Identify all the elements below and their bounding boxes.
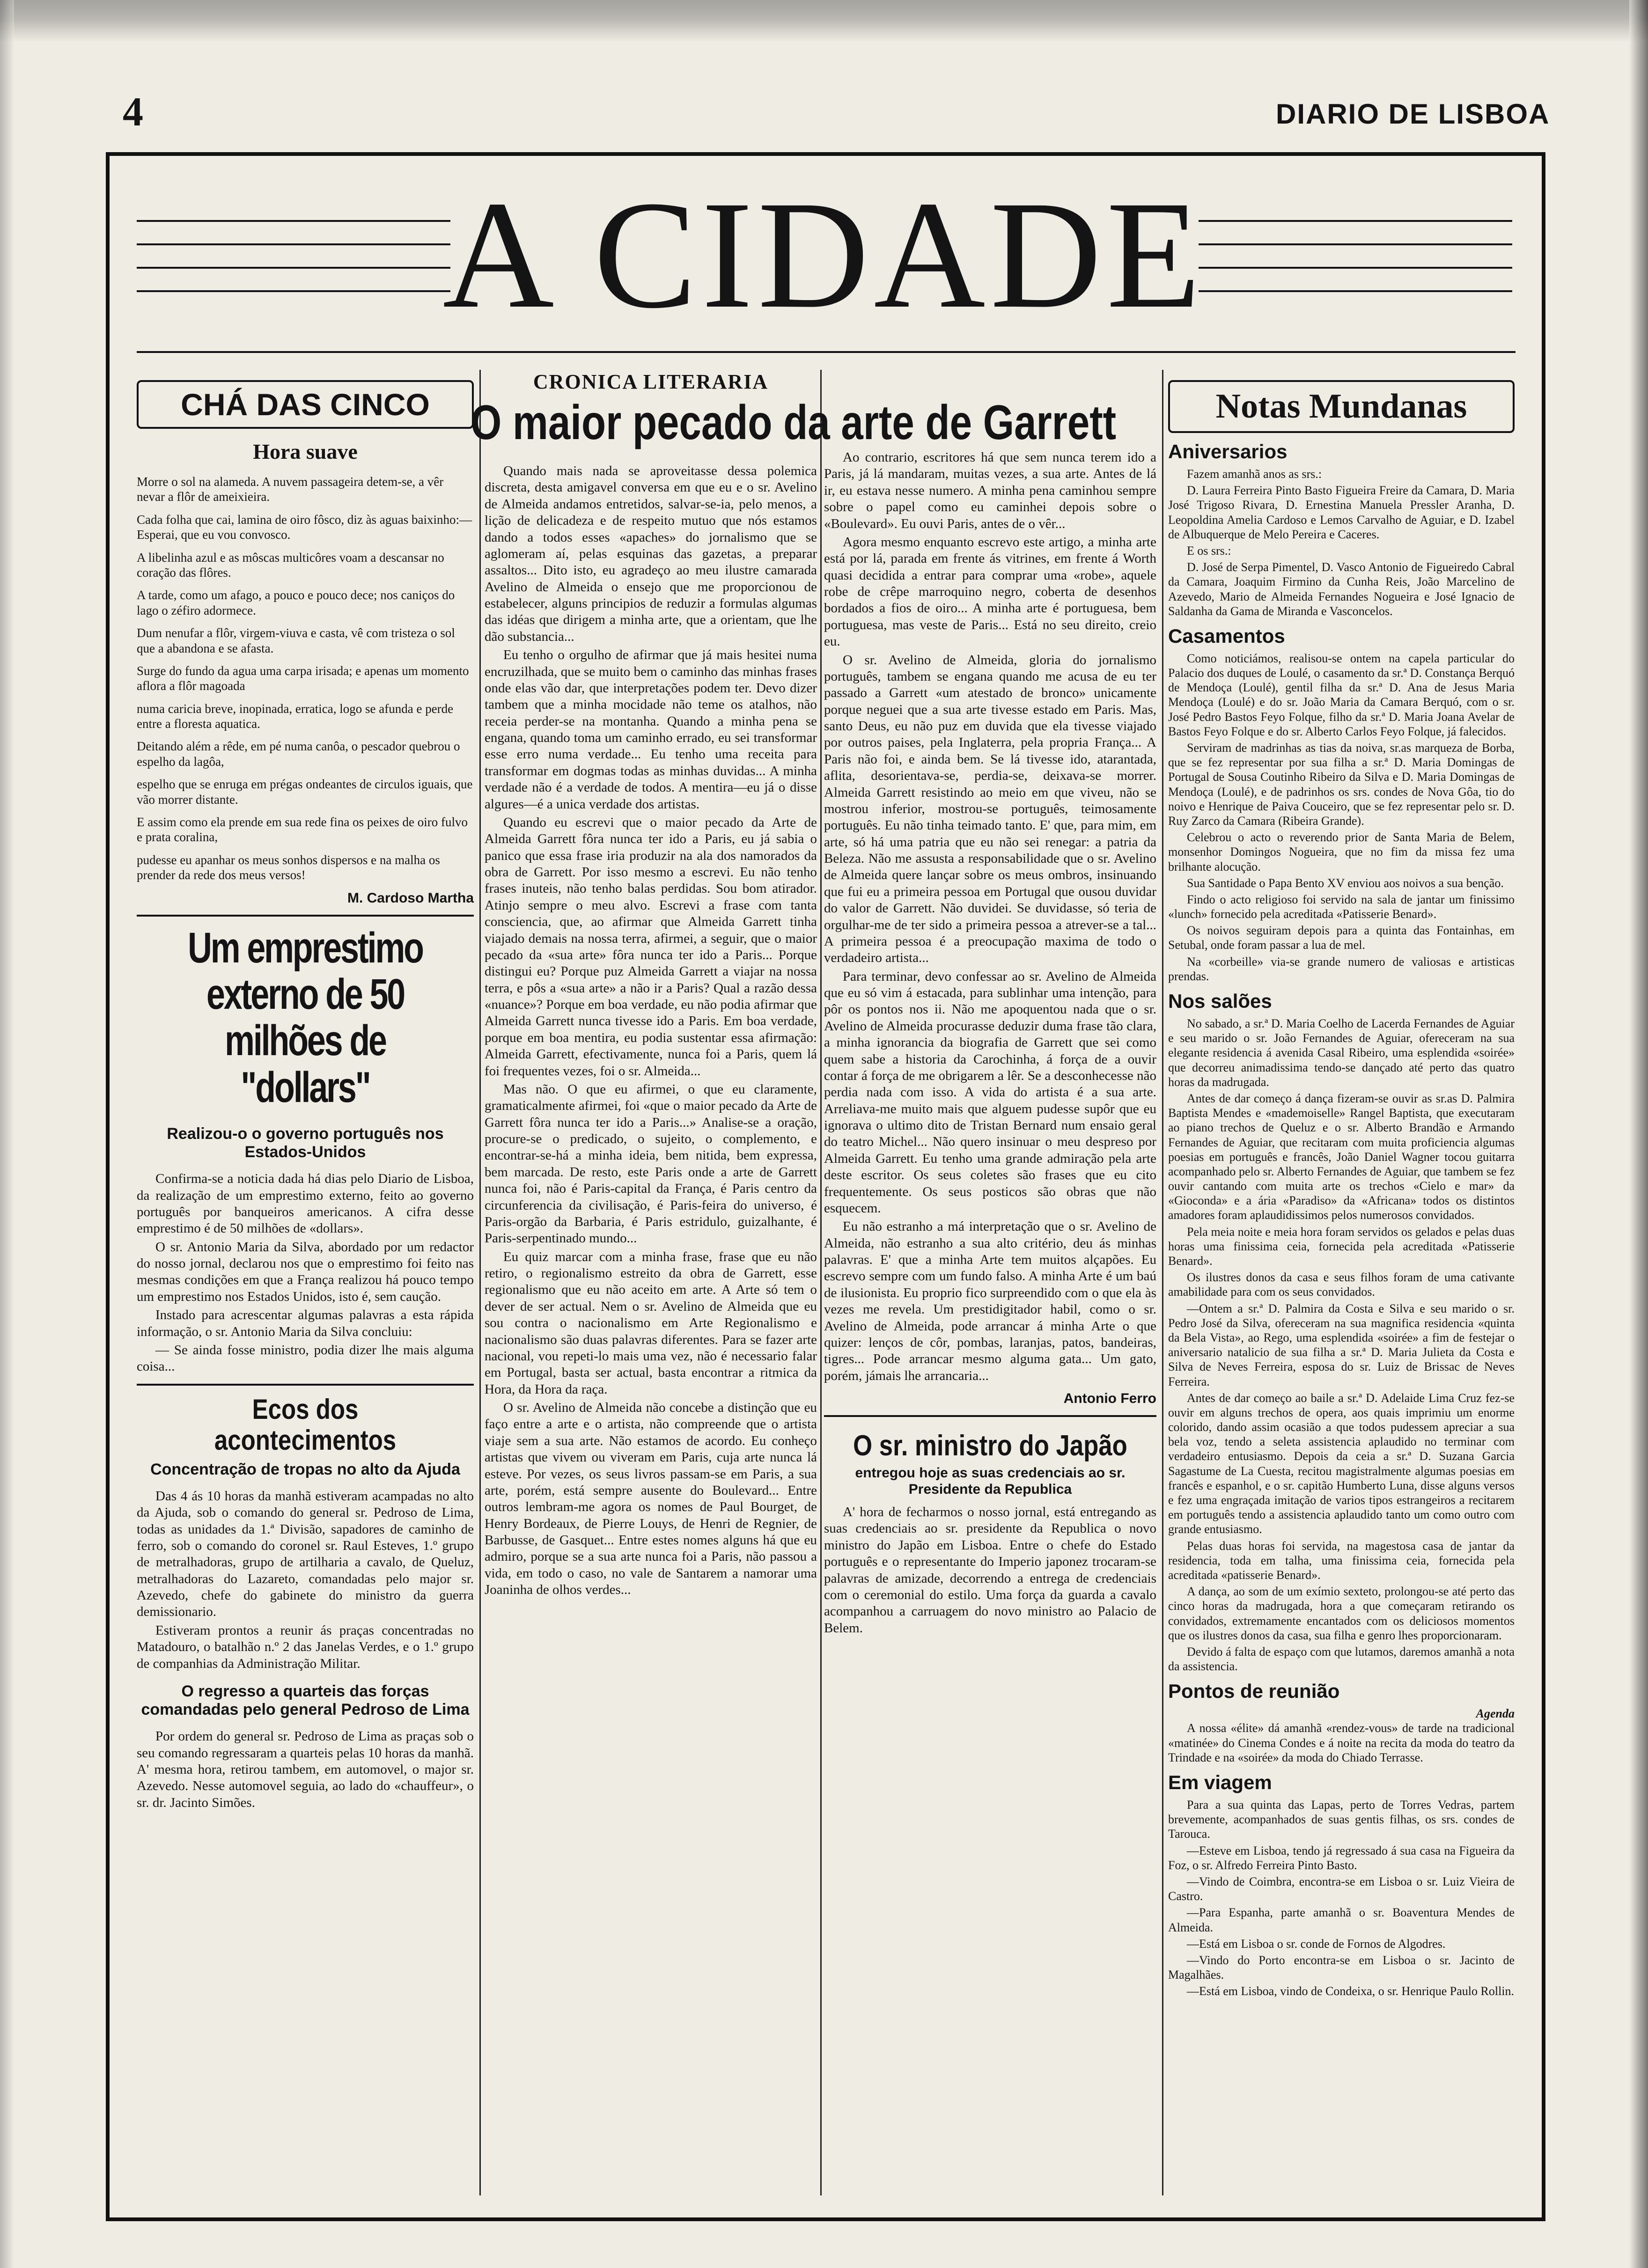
masthead: DIARIO DE LISBOA <box>1276 98 1550 130</box>
section-title-underline <box>137 351 1516 353</box>
loan-paragraph: — Se ainda fosse ministro, podia dizer lhe mais alguma coisa... <box>137 1342 474 1374</box>
article-paragraph: Eu tenho o orgulho de afirmar que já mais hesitei numa encruzilhada, que se muito bem o caminho das minhas frases onde elas vão dar, que interpretações podem ter. Devo dizer tambem que a minha mocidade não teme os atalhos, não receia perder-se na montanha. Quando a minha pena se engana, quando toma um caminho errado, eu sei transformar esse erro numa verdade... Eu tenho uma receita para transformar em dogmas todas as minhas duvidas... A minha verdade não é a verdade de todos. A mentira—eu já o disse algures—é a unica verdade dos artistas. <box>485 647 817 812</box>
poem-stanza: Cada folha que cai, lamina de oiro fôsco, diz às aguas baixinho:—Esperai, que eu vou convosco. <box>137 512 472 542</box>
garrett-headline: O maior pecado da arte de Garrett <box>471 396 1117 450</box>
column-1 <box>137 370 474 2181</box>
article-paragraph: Quando eu escrevi que o maior pecado da Arte de Almeida Garrett fôra nunca ter ido a Paris, eu já sabia o panico que essa frase iria produzir na ala dos namorados da obra de Garrett. Por isso mesmo a escrevi. Eu não tenho frases inuteis, não tenho balas perdidas. Sou bom atirador. Atinjo sempre o meu alvo. Escrevi a frase com tanta consciencia, que, ao afirmar que Almeida Garrett tinha viajado demais na nossa terra, afirmei, a seguir, que o maior pecado da «sua arte» fôra nunca ter ido a Paris... Porque distingui eu? Porque puz Almeida Garrett a viajar na nossa terra, e pôs a «sua arte» a não ir a Paris? Qual a razão dessa «nuance»? Porque em boa verdade, eu não podia afirmar que Almeida Garrett nunca tivesse ido a Paris. Em boa verdade, porque em boa mentira, eu podia sustentar essa afirmação: Almeida Garrett, efectivamente, nunca foi a Paris, quem lá foi frequentes vezes, foi o sr. Almeida... <box>485 815 817 1079</box>
ecos-paragraph: Estiveram prontos a reunir ás praças concentradas no Matadouro, o batalhão n.º 2 das Janelas Verdes, e o 1.º grupo de companhias da Administração Militar. <box>137 1622 474 1671</box>
notas-paragraph: Findo o acto religioso foi servido na sala de jantar um finissimo «lunch» fornecido pela acreditada «Patisserie Benard». <box>1168 892 1515 921</box>
poem-stanza: pudesse eu apanhar os meus sonhos dispersos e na malha os prender da rede dos meus versos! <box>137 852 440 882</box>
article-paragraph: Eu não estranho a má interpretação que o sr. Avelino de Almeida, não estranho a sua alto critério, deu ás minhas palavras. E' que a minha Arte tem muitos alçapões. Eu escrevo sempre com um fundo falso. A minha Arte é um baú de ilusionista. Eu proprio fico surpreendido com o que ela às vezes me revela. Um prestidigitador habil, como o sr. Avelino de Almeida, pode arrancar á minha Arte o que quizer: lenços de côr, pombas, laranjas, patos, bandeiras, tigres... Pode arrancar mesmo alguma gata... Um gato, porém, jámais lhe arrancaria... <box>824 1219 1156 1383</box>
page-number: 4 <box>123 89 143 135</box>
notas-paragraph: D. Laura Ferreira Pinto Basto Figueira Freire da Camara, D. Maria José Trigoso Rivara, D. Ernestina Manuela Pressler Aranha, D. Leopoldina Amelia Cardoso e Lemos Carvalho de Aguiar, e D. Izabel de Albuquerque de Melo Pereira e Caceres. <box>1168 484 1515 541</box>
notas-paragraph: Celebrou o acto o reverendo prior de Santa Maria de Belem, monsenhor Domingos Nogueira, que no fim da missa fez uma brilhante alocução. <box>1168 830 1515 873</box>
loan-paragraph: O sr. Antonio Maria da Silva, abordado por um redactor do nosso jornal, declarou nos que o emprestimo foi feito nas mesmas condições em que a França realizou há pouco tempo um emprestimo nos Estados Unidos, isto é, sem caução. <box>137 1239 474 1304</box>
poem-title: Hora suave <box>253 440 358 463</box>
notas-paragraph: —Esteve em Lisboa, tendo já regressado á sua casa na Figueira da Foz, o sr. Alfredo Ferreira Pinto Basto. <box>1168 1843 1515 1872</box>
article-paragraph: Mas não. O que eu afirmei, o que eu claramente, gramaticalmente afirmei, foi «que o maior pecado da Arte de Garrett fôra nunca ter ido a Paris...» Analise-se a oração, procure-se o predicado, o sujeito, o complemento, e encontrar-se-há a minha ideia, bem nitida, bem expressa, bem marcada. De resto, este Paris onde a arte de Garrett nunca foi, não é Paris-capital da França, é Paris centro da circunferencia da civilisação, é Paris-feira do universo, é Paris-orgão da Barbaria, é Paris estridulo, guizalhante, é Paris-serpentinado mundo... <box>485 1081 817 1246</box>
divider <box>824 1415 1156 1417</box>
article-paragraph: Eu quiz marcar com a minha frase, frase que eu não retiro, o regionalismo estreito da obra de Garrett, esse regionalismo que eu não aceito em arte. A Arte só tem o dever de ser actual. Nem o sr. Avelino de Almeida que eu sou contra o nacionalismo em Arte Regionalismo e nacionalismo são duas palavras diferentes. Para se fazer arte nacional, vou repeti-lo mais uma vez, não é necessario falar em Portugal, basta ser actual, basta encontrar a ritmica da Hora, da Hora da raça. <box>485 1249 817 1397</box>
headline-spacer <box>824 370 1156 449</box>
article-paragraph: O sr. Avelino de Almeida, gloria do jornalismo português, tambem se engana quando me acusa de eu ter passado a Garrett «um atestado de bronco» unicamente porque neguei que a sua arte tivesse estado em Paris. Mas, santo Deus, eu não puz em duvida que ela tivesse viajado por outros paises, pela Inglaterra, pela propria França... A Paris não foi, e ainda bem. Se lá tivesse ido, atarantada, aflita, desorientava-se, perdia-se, deixava-se morrer. Almeida Garrett resistindo ao meio em que viveu, não se mostrou inferior, mostrou-se português, teimosamente português. Eu não tinha teimado tanto. E' que, para mim, em arte, só há uma patria que eu não sei renegar: a patria da Beleza. Não me assusta a responsabilidade que o sr. Avelino de Almeida quere lançar sobre os meus ombros, insinuando que fui eu a primeira pessoa em Portugal que ousou duvidar do valor de Garrett. Não duvidei. Se duvidasse, só teria de orgulhar-me de ter sido a primeira pessoa a atrever-se a tal... A primeira pessoa é a preocupação maxima de todo o verdadeiro artista... <box>824 652 1156 966</box>
ecos-paragraph: Das 4 ás 10 horas da manhã estiveram acampadas no alto da Ajuda, sob o comando do general sr. Pedroso de Lima, todas as unidades da 1.ª Divisão, sapadores de caminho de ferro, sob o comando do coronel sr. Raul Esteves, 1.º grupo de metralhadoras, grupo de artilharia a cavalo, de Queluz, metralhadoras do Lazareto, comandadas pelo major sr. Azevedo, chefe do gabinete do ministro da guerra demissionario. <box>137 1488 474 1620</box>
notas-paragraph: —Para Espanha, parte amanhã o sr. Boaventura Mendes de Almeida. <box>1168 1906 1515 1934</box>
notas-paragraph: Sua Santidade o Papa Bento XV enviou aos noivos a sua benção. <box>1187 876 1504 890</box>
divider <box>137 1384 474 1386</box>
notas-paragraph: Os ilustres donos da casa e seus filhos foram de uma cativante amabilidade para com os seus convidados. <box>1168 1270 1515 1299</box>
poem-stanza: espelho que se enruga em prégas ondeantes de circulos iguais, que vão morrer distante. <box>137 777 473 807</box>
title-rule-right-4 <box>1199 290 1512 292</box>
regresso-paragraph: Por ordem do general sr. Pedroso de Lima as praças sob o seu comando regressaram a quarteis pelas 10 horas da manhã. A' mesma hora, retirou tambem, em automovel, o major sr. Azevedo. Nesse automovel seguia, ao lado do «chauffeur», o sr. dr. Jacinto Simões. <box>137 1729 474 1810</box>
poem-stanza: E assim como ela prende em sua rede fina os peixes de oiro fulvo e prata coralina, <box>137 815 468 844</box>
notas-paragraph: Os noivos seguiram depois para a quinta das Fontainhas, em Setubal, onde foram passar a lua de mel. <box>1168 924 1515 952</box>
article-paragraph: O sr. Avelino de Almeida não concebe a distinção que eu faço entre a arte e o artista, não compreende que o artista viaje sem a sua arte. Não estamos de acordo. Eu conheço artistas que vivem ou viveram em Paris, cuja arte nunca lá esteve. Por vezes, os seus livros passam-se em Paris, a sua arte, porém, está sempre ausente do Boulevard... Entre outros lembram-me agora os nomes de Paul Bourget, de Henry Bordeaux, de Pierre Louys, de Henri de Regnier, de Barbusse, de Gasquet... Entre estes nomes alguns há que eu admiro, porque se a sua arte nunca foi a Paris, não passou a vida, em todo o caso, no vale de Santarem a namorar uma Joaninha de olhos verdes... <box>485 1400 817 1598</box>
section-heading-em-viagem: Em viagem <box>1168 1771 1272 1793</box>
notas-paragraph: Na «corbeille» via-se grande numero de valiosas e artisticas prendas. <box>1168 954 1515 983</box>
regresso-headline: O regresso a quarteis das forças comandadas pelo general Pedroso de Lima <box>141 1682 470 1719</box>
notas-paragraph: —Está em Lisboa, vindo de Condeixa, o sr. Henrique Paulo Rollin. <box>1187 1984 1515 1998</box>
column-4 <box>1168 370 1515 2181</box>
notas-paragraph: Como noticiámos, realisou-se ontem na capela particular do Palacio dos duques de Loulé, o casamento da sr.ª D. Constança Berquó de Mendoça (Loulé), gentil filha da sr.ª D. Ana de Jesus Maria Mendoça (Loulé) e do sr. João Maria da Camara Berquó, com o sr. José Pedro Bastos Feyo Folque, filho da sr.ª D. Maria Joana Avelar de Bastos Feyo Folque e do sr. Alberto Carlos Feyo Folque, já falecidos. <box>1168 651 1515 738</box>
loan-deck: Realizou-o o governo português nos Estados-Unidos <box>167 1125 444 1161</box>
section-heading-casamentos: Casamentos <box>1168 624 1285 647</box>
notas-mundanas-box <box>1168 380 1515 433</box>
poem-stanza: Dum nenufar a flôr, virgem-viuva e casta, vê com tristeza o sol que a abandona e se afasta. <box>137 626 455 655</box>
loan-paragraph: Confirma-se a noticia dada há dias pelo Diario de Lisboa, da realização de um emprestimo externo, feito ao governo português por banqueiros americanos. A cifra desse emprestimo é de 50 milhões de «dollars». <box>137 1171 474 1236</box>
title-rule-left-3 <box>137 267 450 269</box>
poem-author: M. Cardoso Martha <box>347 890 474 906</box>
notas-paragraph: A dança, ao som de um exímio sexteto, prolongou-se até perto das cinco horas da madrugada, hora a que começaram retirando os convidados, extremamente encantados com os deliciosos momentos que os ilustres donos da casa, sua filha e genro lhes proporcionaram. <box>1168 1585 1515 1642</box>
ecos-deck: Concentração de tropas no alto da Ajuda <box>150 1460 460 1478</box>
column-rule-2 <box>820 370 822 2195</box>
notas-paragraph: Serviram de madrinhas as tias da noiva, sr.as marqueza de Borba, que se fez representar por sua filha a sr.ª D. Maria Domingas de Portugal de Sousa Coutinho Ribeiro da Silva e D. Maria Domingas de Mendoça (Loulé), e de padrinhos os srs. condes de Nova Gôa, tio do noivo e Henrique de Paiva Couceiro, que se fez representar pelo sr. D. Ruy Zarco da Camara (Ribeira Grande). <box>1168 741 1515 828</box>
notas-paragraph: Pelas duas horas foi servida, na magestosa casa de jantar da residencia, toda em talha, uma finissima ceia, fornecida pela acreditada «patisserie Benard». <box>1168 1539 1515 1582</box>
ecos-headline: Ecos dos acontecimentos <box>214 1393 397 1456</box>
notas-paragraph: —Ontem a sr.ª D. Palmira da Costa e Silva e seu marido o sr. Pedro José da Silva, ofereceram na sua magnifica residencia «quinta da Bela Vista», ao Rego, uma esplendida «soirée» a fim de festejar o aniversario natalicio de sua filha a sr.ª D. Maria Julieta da Costa e Silva de Neves Ferreira, esposa do sr. Luiz de Brissac de Neves Ferreira. <box>1168 1301 1515 1388</box>
poem-stanza: Morre o sol na alameda. A nuvem passageira detem-se, a vêr nevar a flôr de ameixieira. <box>137 475 444 504</box>
divider <box>137 915 474 917</box>
section-heading-nos-saloes: Nos salões <box>1168 990 1272 1012</box>
cha-das-cinco-title: CHÁ DAS CINCO <box>181 387 430 422</box>
title-rule-right-1 <box>1199 220 1512 222</box>
notas-paragraph: E os srs.: <box>1187 543 1231 558</box>
notas-paragraph: Pela meia noite e meia hora foram servidos os gelados e pelas duas horas uma finissima ceia, fornecida pela acreditada «Patisserie Benard». <box>1168 1225 1515 1268</box>
notas-mundanas-title: Notas Mundanas <box>1215 387 1467 426</box>
article-byline: Antonio Ferro <box>1063 1391 1156 1406</box>
poem-stanza: Deitando além a rêde, em pé numa canôa, o pescador quebrou o espelho da lagôa, <box>137 739 460 769</box>
scan-edge-top <box>0 0 1648 42</box>
scan-edge-right <box>1629 0 1648 2268</box>
section-title: A CIDADE <box>442 169 1206 340</box>
article-paragraph: Para terminar, devo confessar ao sr. Avelino de Almeida que eu só vim á estacada, para sublinhar uma intenção, para pôr os pontos nos ii. Não me apoquentou nada que o sr. Avelino de Almeida procurasse deduzir duma frase tão clara, a minha ignorancia da biografia de Garrett que sei como quem sabe a historia da Carochinha, á força de a ouvir contar á força de me obrigarem a lêr. Se a desconhecesse não perdia nada com isso. A vida do artista é a sua arte. Arreliava-me muito mais que alguem pudesse supôr que eu ignorava o ultimo dito de Tristan Bernard num ensaio geral do teatro Michel... Não quero insinuar o meu despreso por Almeida Garrett. Eu tenho uma grande admiração pela arte deste escritor. Os seus coletes são frases que eu cito frequentemente. Os seus posticos são obras que não esquecem. <box>824 969 1156 1216</box>
title-rule-left-2 <box>137 243 450 245</box>
column-rule-1 <box>479 370 481 2195</box>
section-heading-aniversarios: Aniversarios <box>1168 440 1288 462</box>
notas-paragraph: A nossa «élite» dá amanhã «rendez-vous» de tarde na tradicional «matinée» do Cinema Condes e á noite na recita da moda do teatro da Trindade e na «soirée» da moda do Chiado Terrasse. <box>1168 1721 1515 1764</box>
notas-paragraph: —Está em Lisboa o sr. conde de Fornos de Algodres. <box>1187 1937 1446 1951</box>
section-heading-pontos-de-reuniao: Pontos de reunião <box>1168 1680 1340 1703</box>
title-rule-right-3 <box>1199 267 1512 269</box>
japan-paragraph: A' hora de fecharmos o nosso jornal, está entregando as suas credenciais ao sr. presidente da Republica o novo ministro do Japão em Lisboa. Entre o chefe do Estado português e o representante do Imperio japonez trocaram-se palavras de amizade, decorrendo a entrega de credenciais com o ceremonial do estilo. Uma força da guarda a cavalo acompanhou a carruagem do novo ministro ao Palacio de Belem. <box>824 1505 1156 1636</box>
japan-deck: entregou hoje as suas credenciais ao sr. Presidente da Republica <box>855 1465 1126 1497</box>
notas-paragraph: D. José de Serpa Pimentel, D. Vasco Antonio de Figueiredo Cabral da Camara, Joaquim Firmino da Cunha Reis, João Marcelino de Azevedo, Mario de Almeida Fernandes Nogueira e José Ignacio de Saldanha da Gama de Miranda e Vasconcelos. <box>1168 560 1515 618</box>
title-rule-left-4 <box>137 290 450 292</box>
notas-paragraph: Antes de dar começo á dança fizeram-se ouvir as sr.as D. Palmira Baptista Mendes e «mademoiselle» Rangel Baptista, que executaram ao piano trechos de Queluz e o sr. Alberto Brandão e Armando Fernandes de Aguiar, que recitaram com muita proficiencia algumas poesias em português e francês, João Daniel Wagner tocou guitarra acompanhado pelo sr. Alberto Fernandes de Aguiar, que tambem se fez ouvir cantando com muita arte os trechos «Cielo e mar» da «Gioconda» e a ária «Paradiso» da «Africana» todos os distintos amadores foram aplaudidissimos pelos numerosos convidados. <box>1168 1091 1515 1222</box>
notas-paragraph: Devido á falta de espaço com que lutamos, daremos amanhã a nota da assistencia. <box>1168 1644 1515 1673</box>
poem-stanza: Surge do fundo da agua uma carpa irisada; e apenas um momento aflora a flôr magoada <box>137 663 469 693</box>
notas-paragraph: Antes de dar começo ao baile a sr.ª D. Adelaide Lima Cruz fez-se ouvir em alguns trechos de opera, aos quais imprimiu um enorme colorido, dando assim ocasião a que todos pudessem apreciar a sua bela voz, tendo a seleta assistencia aplaudido no terminar com verdadeiro entusiasmo. Depois da ceia a sr.ª D. Suzana Garcia Sagastume de La Cuesta, recitou magistralmente algumas poesias em francês e espanhol, e o sr. capitão Humberto Luna, disse alguns versos e fez uma engraçada imitação de varios tipos estrangeiros a recitarem em português tendo a assistencia aplaudido tanto um como outro com grande entusiasmo. <box>1168 1391 1515 1536</box>
poem-stanza: A tarde, como um afago, a pouco e pouco dece; nos caniços do lago o zéfiro adormece. <box>137 588 455 617</box>
title-rule-right-2 <box>1199 243 1512 245</box>
title-rule-left-1 <box>137 220 450 222</box>
notas-paragraph: Para a sua quinta das Lapas, perto de Torres Vedras, partem brevemente, acompanhados de suas gentis filhas, os srs. condes de Tarouca. <box>1168 1798 1515 1841</box>
cronica-kicker: CRONICA LITERARIA <box>533 370 769 393</box>
loan-headline: Um emprestimo externo de 50 milhões de "dollars" <box>188 924 423 1111</box>
scan-edge-left <box>0 0 14 2268</box>
notas-paragraph: No sabado, a sr.ª D. Maria Coelho de Lacerda Fernandes de Aguiar e seu marido o sr. João Fernandes de Aguiar, ofereceram na sua elegante residencia á avenida Casal Ribeiro, uma esplendida «soirée» que decorreu animadissima tendo-se dançado até perto das quatro horas da madrugada. <box>1168 1017 1515 1089</box>
poem-stanza: A libelinha azul e as môscas multicôres voam a descansar no coração das flôres. <box>137 550 444 580</box>
japan-headline: O sr. ministro do Japão <box>853 1430 1127 1462</box>
notas-paragraph: —Vindo de Coimbra, encontra-se em Lisboa o sr. Luiz Vieira de Castro. <box>1168 1874 1515 1903</box>
notas-paragraph: —Vindo do Porto encontra-se em Lisboa o sr. Jacinto de Magalhães. <box>1168 1953 1515 1982</box>
article-paragraph: Ao contrario, escritores há que sem nunca terem ido a Paris, já lá mandaram, muitas vezes, a sua arte. Antes de lá ir, eu estava nesse numero. A minha pena caminhou sempre sobre o papel como eu caminhei depois sobre o «Boulevard». Eu ouvi Paris, antes de o vêr... <box>824 450 1156 531</box>
notas-paragraph: Fazem amanhã anos as srs.: <box>1187 467 1322 481</box>
article-paragraph: Quando mais nada se aproveitasse dessa polemica discreta, desta amigavel conversa em que eu e o sr. Avelino de Almeida andamos entretidos, salvar-se-ia, pelo menos, a lição de delicadeza e de respeito mutuo que nós estamos dando a todos esses «apaches» do jornalismo que se aglomeram aí, pelas esquinas das gazetas, a preparar assaltos... Dito isto, eu agradeço ao meu ilustre camarada Avelino de Almeida o ensejo que me proporcionou de estabelecer, alguns principios de reduzir a formulas algumas das idéas que dirigem a minha arte, que a orientam, que lhe dão substancia... <box>485 463 817 644</box>
poem-stanza: numa caricia breve, inopinada, erratica, logo se afunda e perde entre a floresta aquatica. <box>137 701 454 731</box>
agenda-label: Agenda <box>1476 1707 1515 1721</box>
cha-das-cinco-box <box>137 380 474 429</box>
column-rule-3 <box>1162 370 1163 2195</box>
loan-paragraph: Instado para acrescentar algumas palavras a esta rápida informação, o sr. Antonio Maria da Silva concluiu: <box>137 1307 474 1339</box>
poem-body <box>137 474 474 883</box>
article-paragraph: Agora mesmo enquanto escrevo este artigo, a minha arte está por lá, parada em frente ás vitrines, em frente á Worth quasi decidida a entrar para comprar uma «robe», aquele robe de crêpe marroquino negro, coberta de desenhos bordados a fios de oiro... A minha arte é portuguesa, bem portuguesa, mas veste de Paris... Está no seu direito, creio eu. <box>824 534 1156 649</box>
column-3 <box>824 370 1156 2181</box>
